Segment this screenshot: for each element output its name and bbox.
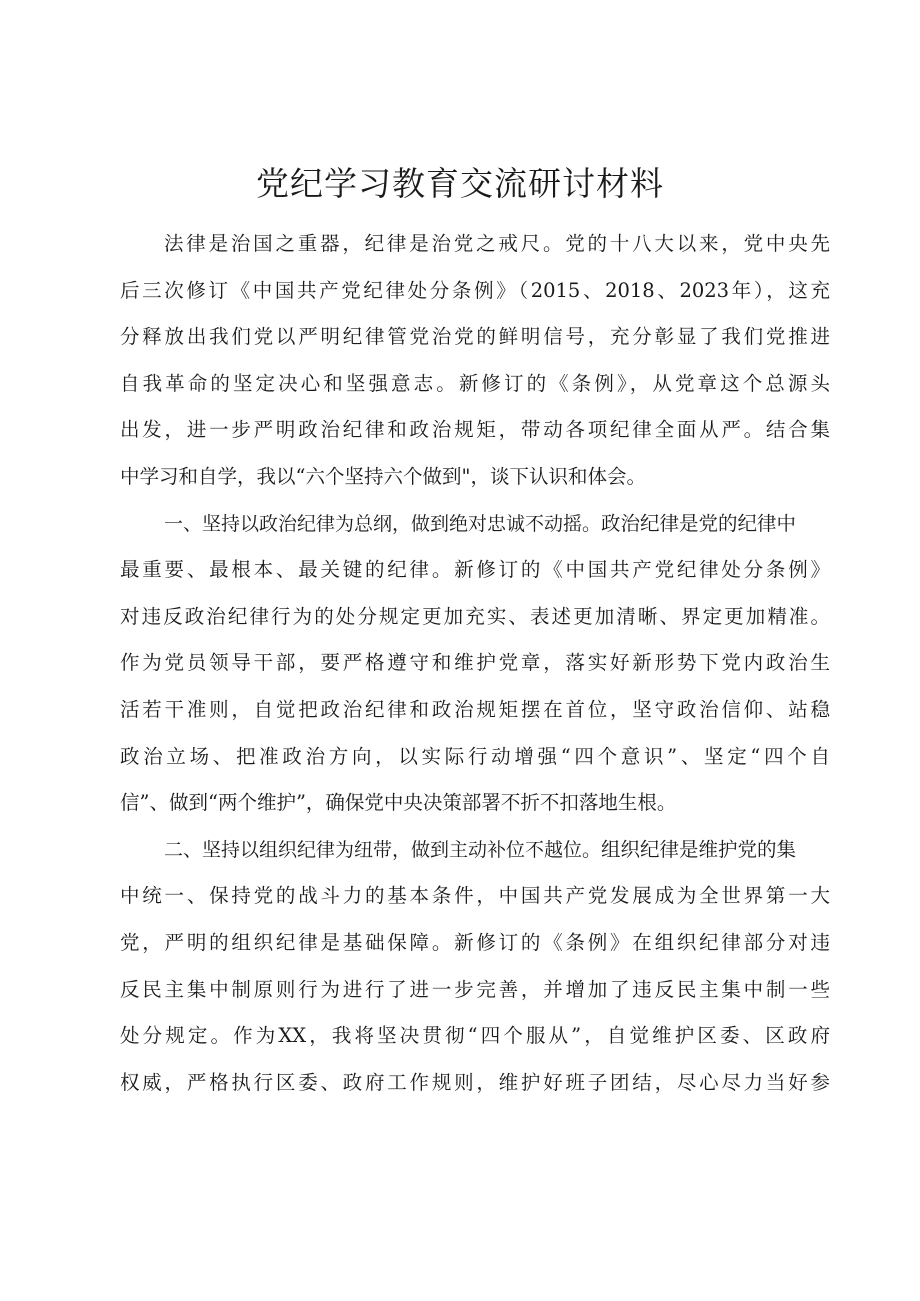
paragraph-2-line-6: 政治立场、把准政治方向，以实际行动增强“四个意识”、坚定“四个自	[120, 744, 830, 768]
paragraph-1-line-5: 出发，进一步严明政治纪律和政治规矩，带动各项纪律全面从严。结合集	[120, 418, 830, 442]
paragraph-3-line-6: 权威，严格执行区委、政府工作规则，维护好班子团结，尽心尽力当好参	[120, 1070, 830, 1094]
paragraph-3-line-5: 处分规定。作为XX，我将坚决贯彻“四个服从”，自觉维护区委、区政府	[120, 1024, 830, 1048]
paragraph-2-line-1	[120, 501, 830, 548]
paragraph-3-line-2: 中统一、保持党的战斗力的基本条件，中国共产党发展成为全世界第一大	[120, 884, 830, 908]
paragraph-3-line-3: 党，严明的组织纪律是基础保障。新修订的《条例》在组织纪律部分对违	[120, 930, 830, 954]
paragraph-2-line-7: 信”、做到“两个维护”，确保党中央决策部署不折不扣落地生根。	[120, 791, 677, 815]
paragraph-1-line-3: 分释放出我们党以严明纪律管党治党的鲜明信号，充分彰显了我们党推进	[120, 325, 830, 349]
paragraph-1-line-6: 中学习和自学，我以“六个坚持六个做到"，谈下认识和体会。	[120, 464, 646, 488]
section-1-heading: 一、坚持以政治纪律为总纲，做到绝对忠诚不动摇。	[164, 512, 602, 535]
paragraph-2-line-5: 活若干准则，自觉把政治纪律和政治规矩摆在首位，坚守政治信仰、站稳	[120, 697, 830, 721]
document-title: 党纪学习教育交流研讨材料	[256, 164, 664, 203]
paragraph-1-line-1: 法律是治国之重器，纪律是治党之戒尺。党的十八大以来，党中央先	[164, 232, 830, 255]
paragraph-1-line-2: 后三次修订《中国共产党纪律处分条例》（2015、2018、2023年），这充	[120, 278, 830, 302]
paragraph-2-line-4: 作为党员领导干部，要严格遵守和维护党章，落实好新形势下党内政治生	[120, 651, 830, 675]
paragraph-2-line-3: 对违反政治纪律行为的处分规定更加充实、表述更加清晰、界定更加精准。	[120, 604, 830, 628]
document-body	[120, 221, 830, 1106]
paragraph-2-line-2: 最重要、最根本、最关键的纪律。新修订的《中国共产党纪律处分条例》	[120, 558, 830, 582]
paragraph-1-line-4: 自我革命的坚定决心和坚强意志。新修订的《条例》，从党章这个总源头	[120, 371, 830, 395]
paragraph-3-line-1-text: 组织纪律是维护党的集	[601, 837, 797, 861]
section-2-heading: 二、坚持以组织纪律为纽带，做到主动补位不越位。	[164, 838, 602, 861]
paragraph-3-line-4: 反民主集中制原则行为进行了进一步完善，并增加了违反民主集中制一些	[120, 977, 830, 1001]
paragraph-2-line-1-text: 政治纪律是党的纪律中	[601, 511, 797, 535]
paragraph-3-line-1	[120, 827, 830, 874]
